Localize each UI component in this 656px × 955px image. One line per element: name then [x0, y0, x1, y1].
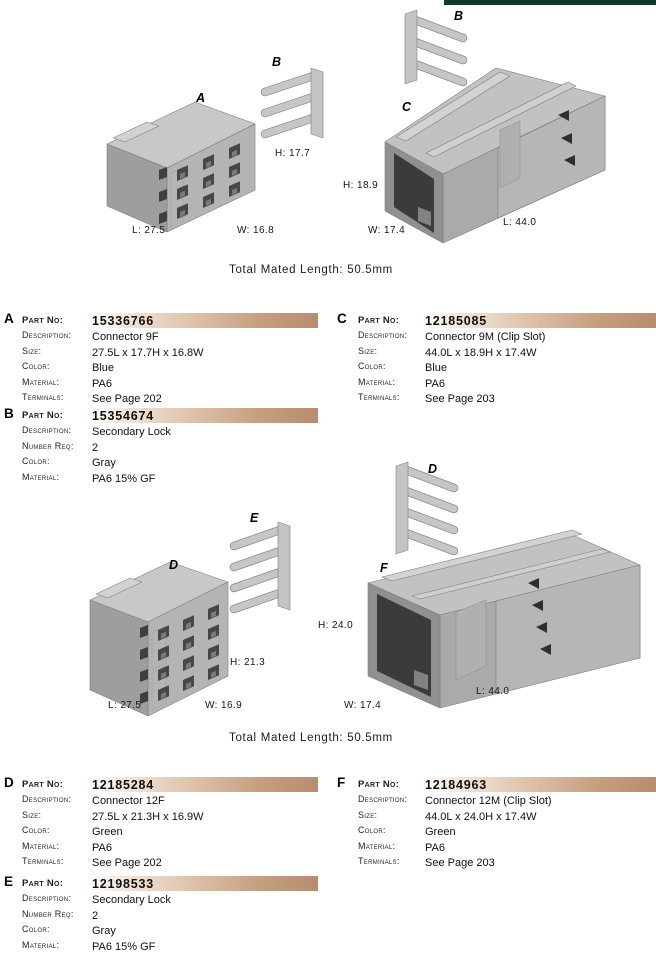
part-number: 15336766 — [92, 314, 155, 328]
field-label: Description: — [22, 425, 72, 436]
field-value: PA6 15% GF — [92, 940, 156, 953]
field-value: Secondary Lock — [92, 894, 171, 907]
field-label: Size: — [358, 809, 378, 820]
fig1-left-length-dim: L: 27.5 — [132, 225, 166, 236]
field-value: Connector 12F — [92, 795, 165, 808]
field-label: Material: — [22, 939, 60, 950]
field-value: 27.5L x 17.7H x 16.8W — [92, 346, 204, 359]
field-label-partno: Part No: — [358, 315, 400, 326]
field-value: PA6 15% GF — [92, 472, 156, 485]
field-value: 44.0L x 24.0H x 17.4W — [425, 810, 537, 823]
fig1-left-lock-label: B — [272, 55, 282, 69]
part-letter-d: D — [4, 775, 14, 790]
part-letter-c: C — [337, 311, 347, 326]
field-value: Green — [425, 826, 456, 839]
field-label: Description: — [22, 330, 72, 341]
fig1-right-width-dim: W: 17.4 — [368, 225, 406, 236]
part-number: 12184963 — [425, 778, 488, 792]
fig1-right-length-dim: L: 44.0 — [503, 217, 537, 228]
field-value: Blue — [92, 362, 115, 375]
field-label: Size: — [22, 809, 42, 820]
field-label: Size: — [22, 345, 42, 356]
field-value: Green — [92, 826, 123, 839]
field-label: Description: — [358, 330, 408, 341]
fig2-right-lock-label: D — [428, 462, 438, 476]
field-label: Description: — [22, 893, 72, 904]
fig2-left-height-dim: H: 21.3 — [230, 657, 266, 668]
part-number: 12185085 — [425, 314, 488, 328]
field-label: Material: — [358, 376, 396, 387]
field-label: Number Req: — [22, 440, 74, 451]
fig2-right-width-dim: W: 17.4 — [344, 700, 382, 711]
fig1-left-connector-label: A — [196, 91, 206, 105]
field-label: Material: — [22, 376, 60, 387]
field-label: Color: — [22, 825, 50, 836]
fig1-left-width-dim: W: 16.8 — [237, 225, 275, 236]
field-label: Description: — [358, 794, 408, 805]
total-mated-length-1: Total Mated Length: 50.5mm — [229, 264, 393, 276]
part-number: 15354674 — [92, 409, 155, 423]
field-label: Number Req: — [22, 908, 74, 919]
field-label: Color: — [22, 456, 50, 467]
field-label: Color: — [22, 924, 50, 935]
field-label: Terminals: — [22, 855, 64, 866]
part-number: 12198533 — [92, 877, 155, 891]
field-value: PA6 — [425, 841, 445, 854]
fig1-right-height-dim: H: 18.9 — [343, 180, 379, 191]
illustration-connector-9m — [328, 0, 618, 250]
field-value: See Page 203 — [425, 392, 495, 405]
field-value: 2 — [92, 909, 99, 922]
field-value: Secondary Lock — [92, 426, 171, 439]
field-value: Connector 12M (Clip Slot) — [425, 795, 552, 808]
field-value: 27.5L x 21.3H x 16.9W — [92, 810, 204, 823]
fig1-right-lock-label: B — [454, 9, 464, 23]
field-label: Color: — [358, 825, 386, 836]
field-label-partno: Part No: — [22, 315, 64, 326]
field-label: Color: — [22, 361, 50, 372]
part-letter-b: B — [4, 406, 14, 421]
part-letter-f: F — [337, 775, 346, 790]
part-letter-a: A — [4, 311, 14, 326]
fig2-left-lock-label: E — [250, 511, 259, 525]
illustration-connector-12f — [82, 505, 327, 720]
field-label: Description: — [22, 794, 72, 805]
field-value: Connector 9F — [92, 331, 159, 344]
field-label: Material: — [22, 471, 60, 482]
fig1-left-height-dim: H: 17.7 — [275, 148, 311, 159]
fig2-left-length-dim: L: 27.5 — [108, 700, 142, 711]
field-value: 2 — [92, 441, 99, 454]
field-value: PA6 — [425, 377, 445, 390]
field-label-partno: Part No: — [22, 878, 64, 889]
field-label: Size: — [358, 345, 378, 356]
field-label: Color: — [358, 361, 386, 372]
part-number: 12185284 — [92, 778, 155, 792]
field-value: See Page 202 — [92, 856, 162, 869]
field-label: Material: — [358, 840, 396, 851]
fig2-right-height-dim: H: 24.0 — [318, 620, 354, 631]
part-letter-e: E — [4, 874, 14, 889]
field-value: PA6 — [92, 377, 112, 390]
field-value: Connector 9M (Clip Slot) — [425, 331, 546, 344]
fig2-left-connector-label: D — [169, 558, 179, 572]
field-label: Terminals: — [22, 391, 64, 402]
fig1-right-connector-label: C — [402, 100, 412, 114]
fig2-left-width-dim: W: 16.9 — [205, 700, 243, 711]
field-value: Blue — [425, 362, 448, 375]
field-value: See Page 202 — [92, 392, 162, 405]
field-label: Material: — [22, 840, 60, 851]
field-label-partno: Part No: — [22, 779, 64, 790]
field-value: Gray — [92, 925, 116, 938]
field-label-partno: Part No: — [22, 410, 64, 421]
fig2-right-length-dim: L: 44.0 — [476, 686, 510, 697]
fig2-right-connector-label: F — [380, 561, 388, 575]
field-value: 44.0L x 18.9H x 17.4W — [425, 346, 537, 359]
field-label-partno: Part No: — [358, 779, 400, 790]
field-label: Terminals: — [358, 391, 400, 402]
field-value: Gray — [92, 457, 116, 470]
total-mated-length-2: Total Mated Length: 50.5mm — [229, 732, 393, 744]
field-label: Terminals: — [358, 855, 400, 866]
field-value: PA6 — [92, 841, 112, 854]
field-value: See Page 203 — [425, 856, 495, 869]
